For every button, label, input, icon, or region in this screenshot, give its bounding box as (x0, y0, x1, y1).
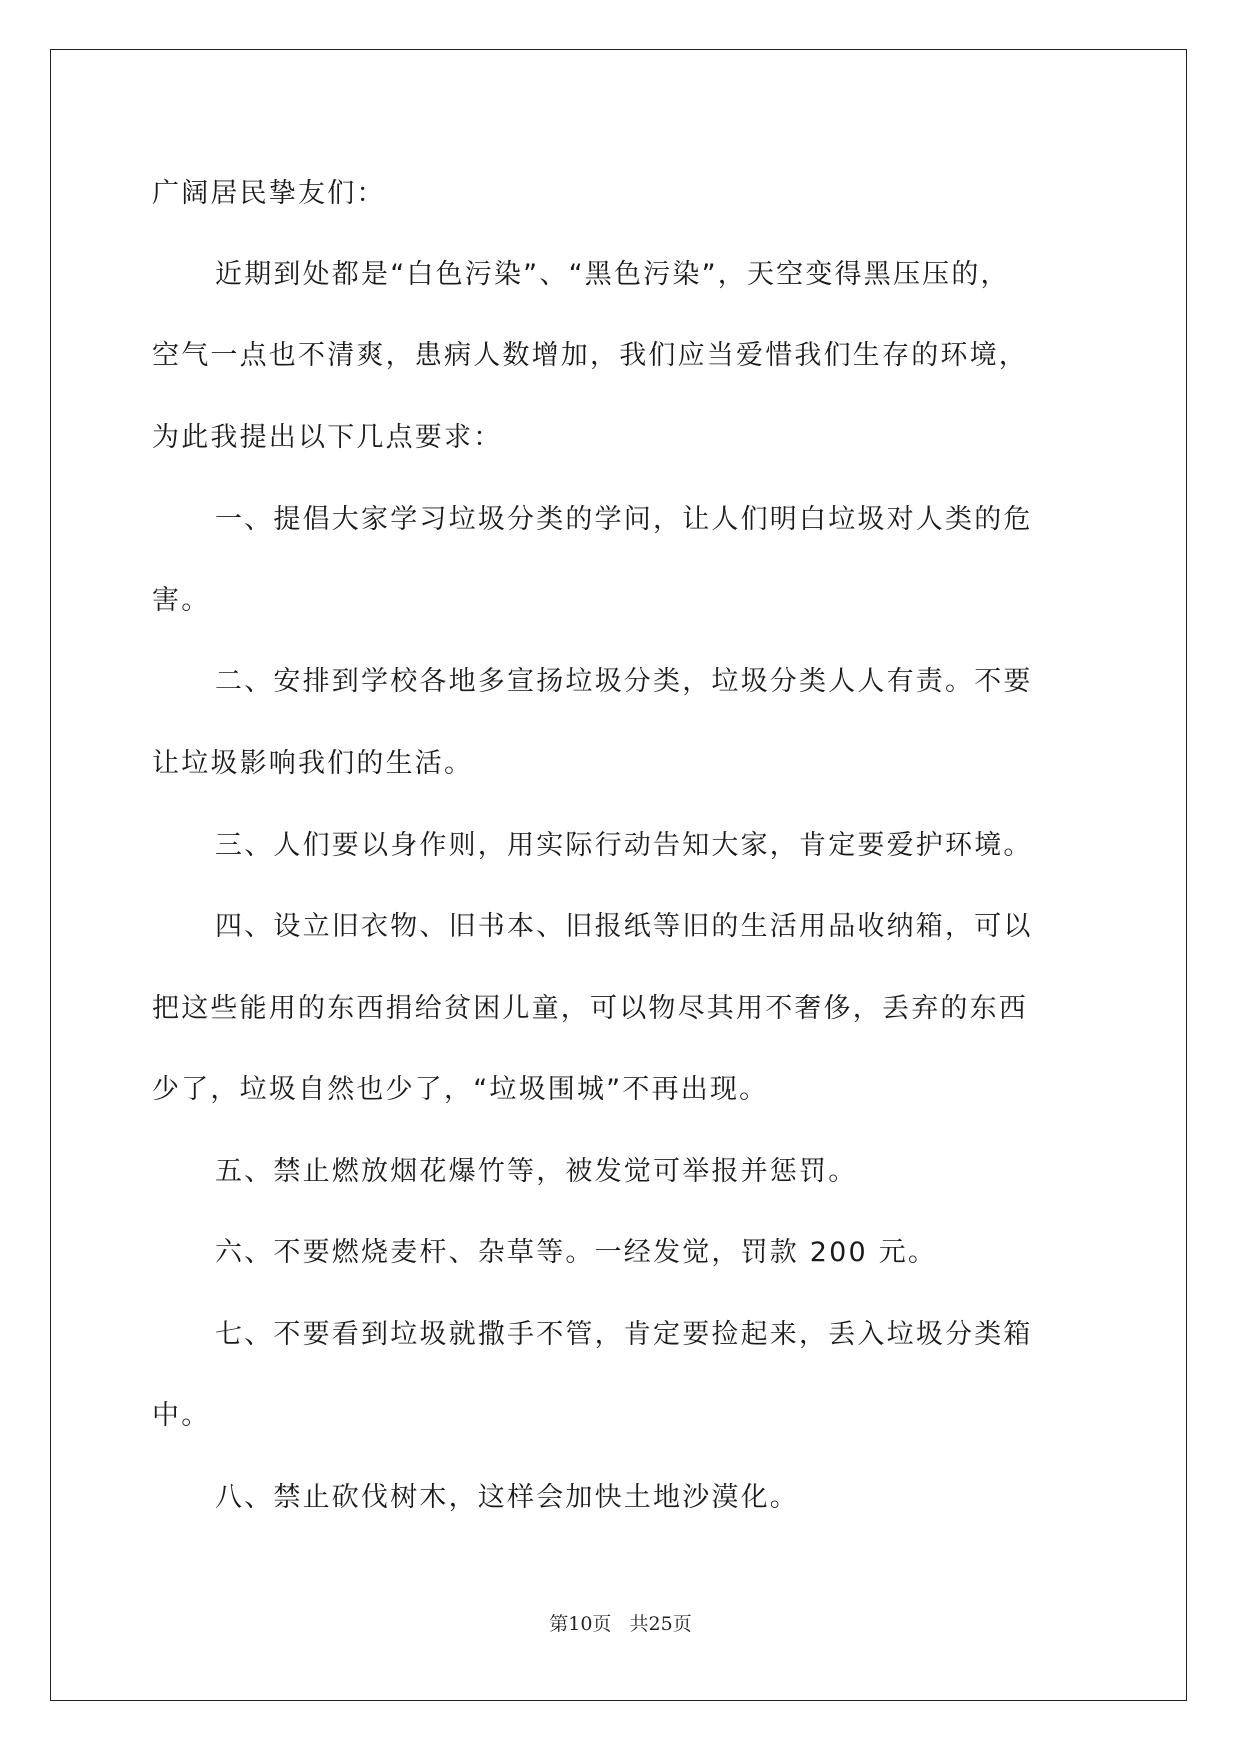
item-2-line-2: 让垃圾影响我们的生活。 (152, 748, 474, 779)
item-7-line-2: 中。 (152, 1400, 211, 1431)
page-footer (0, 1612, 1241, 1636)
greeting: 广阔居民挚友们： (152, 178, 386, 209)
item-4-line-1: 四、设立旧衣物、旧书本、旧报纸等旧的生活用品收纳箱，可以 (215, 911, 1033, 942)
item-6-line-1: 六、不要燃烧麦杆、杂草等。一经发觉，罚款 200 元。 (215, 1237, 938, 1268)
item-3-line-1: 三、人们要以身作则，用实际行动告知大家，肯定要爱护环境。 (215, 830, 1033, 861)
item-2-line-1: 二、安排到学校各地多宣扬垃圾分类，垃圾分类人人有责。不要 (215, 666, 1033, 697)
item-8-line-1: 八、禁止砍伐树木，这样会加快土地沙漠化。 (215, 1482, 799, 1513)
paragraph-intro-line-2: 空气一点也不清爽，患病人数增加，我们应当爱惜我们生存的环境， (152, 340, 1028, 371)
item-5-line-1: 五、禁止燃放烟花爆竹等，被发觉可举报并惩罚。 (215, 1156, 858, 1187)
page-border (50, 49, 1187, 1701)
item-7-line-1: 七、不要看到垃圾就撒手不管，肯定要捡起来，丢入垃圾分类箱 (215, 1319, 1033, 1350)
item-1-line-1: 一、提倡大家学习垃圾分类的学问，让人们明白垃圾对人类的危 (215, 504, 1033, 535)
page-number-label: 第10页 共25页 (549, 1613, 692, 1635)
item-4-line-3: 少了，垃圾自然也少了，“垃圾围城”不再出现。 (152, 1074, 769, 1105)
item-1-line-2: 害。 (152, 585, 211, 616)
paragraph-intro-line-3: 为此我提出以下几点要求： (152, 422, 503, 453)
item-4-line-2: 把这些能用的东西捐给贫困儿童，可以物尽其用不奢侈，丢弃的东西 (152, 993, 1028, 1024)
paragraph-intro-line-1: 近期到处都是“白色污染”、“黑色污染”，天空变得黑压压的， (215, 259, 1010, 290)
